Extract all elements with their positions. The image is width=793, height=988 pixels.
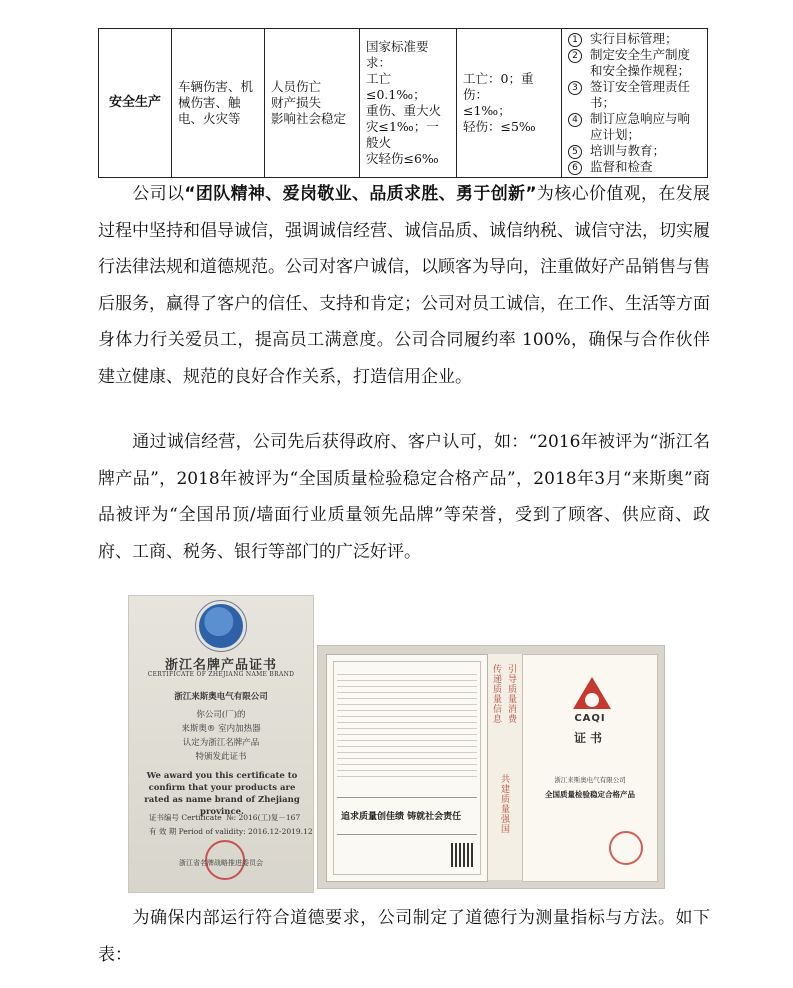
measure-text: 制订应急响应与响应计划； [590,111,691,142]
safety-risk-table [98,28,708,178]
cert-no-value: №: 2016(工)复－167 [226,813,301,822]
p1-body: 为核心价值观，在发展过程中坚持和倡导诚信，强调诚信经营、诚信品质、诚信纳税、诚信守法，切实履行法律法规和道德规范。公司对客户诚信，以顾客为导向，注重做好产品销售与售后服务，赢得了客户的信任、支持和肯定；公司对员工诚信，在工作、生活等方面身体力行关爱员工，提高员工满意度。公司合同履约率 100%，确保与合作伙伴建立健康、规范的良好合作关系，打造信用企业。 [98,184,711,387]
p2-body: 通过诚信经营，公司先后获得政府、客户认可，如：“2016年被评为“浙江名牌产品”，2018年被评为“全国质量检验稳定合格产品”，2018年3月“来斯奥”商品被评为“全国吊顶/墙面行业质量领先品牌”等荣誉，受到了顾客、供应商、政府、工商、税务、银行等部门的广泛好评。 [98,432,710,562]
measure-text: 实行目标管理； [590,31,678,46]
printed-text-block [337,669,477,779]
p1-lead: 公司以 [132,184,185,204]
caqi-label: CAQI [574,713,606,724]
measure-text: 制定安全生产制度和安全操作规程； [590,47,691,78]
measure-number: 3 [568,81,582,95]
zhejiang-brand-logo-icon [199,604,243,648]
cert1-line: 你公司(厂)的 [196,710,246,720]
cert1-line: 来斯奥® 室内加热器 [181,724,261,734]
target-line: 轻伤：≤5‰ [463,119,536,134]
cert1-title: 浙江名牌产品证书 [164,658,277,673]
red-seal-stamp [609,831,643,865]
cert1-subtitle: CERTIFICATE OF ZHEJIANG NAME BRAND [147,671,295,678]
motto-text: 共建质量强国 [499,774,509,834]
cert-no-label: 证书编号 Certificate [149,813,222,822]
measure-item [568,159,701,175]
motto-text: 引导质量消费 [506,664,516,724]
measure-number: 5 [568,145,582,159]
hazards-cell: 车辆伤害、机械伤害、触电、火灾等 [172,29,265,178]
measure-number: 2 [568,49,582,63]
measure-text: 监督和检查 [590,159,653,174]
p3-body: 为确保内部运行符合道德要求，公司制定了道德行为测量指标与方法。如下表： [98,908,710,965]
measure-item [568,143,701,159]
cert2-title: 证书 [573,731,606,745]
caqi-certificate-photo [318,646,664,888]
table-row [99,29,708,178]
impacts-cell [265,29,360,178]
measure-number: 4 [568,113,582,127]
standard-line: 工亡≤0.1‰； [366,71,426,102]
honors-paragraph [98,424,710,570]
certificate-spine [488,654,522,880]
core-values-slogan: “团队精神、爱岗敬业、品质求胜、勇于创新” [184,184,537,204]
certificate-left-page [326,654,488,882]
measures-cell [562,29,708,178]
impact-line: 财产损失 [271,95,322,110]
certificate-right-page [522,654,658,882]
cert2-award: 全国质量检验稳定合格产品 [545,790,635,799]
cert1-english: We award you this certificate to confirm that your products are rated as name brand of Zhejiang province. [144,771,300,817]
calligraphy-text: 追求质量创佳绩 铸就社会责任 [341,812,462,822]
category-cell: 安全生产 [99,29,172,178]
measure-item [568,47,701,79]
cert1-line: 认定为浙江名牌产品 [182,738,260,748]
cert1-validity [149,826,313,837]
caqi-logo-center [585,693,599,707]
cert1-number [149,812,300,823]
validity-label: 有 效 期 Period of validity: [149,827,246,836]
qr-code-icon [451,843,475,867]
standard-cell [360,29,457,178]
measure-number: 1 [568,33,582,47]
measure-item [568,79,701,111]
measure-text: 培训与教育； [590,143,666,158]
target-cell [457,29,562,178]
calligraphy-banner [337,797,477,835]
impact-line: 影响社会稳定 [271,111,347,126]
measure-text: 签订安全管理责任书； [590,79,691,110]
cert2-company: 浙江来斯奥电气有限公司 [554,776,626,784]
target-line: 工亡：0；重伤： [463,71,534,102]
measure-item [568,31,701,47]
standard-line: 灾轻伤≤6‰ [366,151,439,166]
measure-item [568,111,701,143]
motto-text: 传递质量信息 [491,664,501,724]
standard-line: 国家标准要求： [366,39,429,70]
standard-line: 重伤、重大火灾≤1‰；一般火 [366,103,442,150]
zhejiang-name-brand-certificate-photo [129,596,313,892]
cert1-company: 浙江来斯奥电气有限公司 [174,692,268,702]
ethics-measure-paragraph [98,900,710,973]
cert1-line: 特颁发此证书 [195,752,247,762]
cert1-issuer: 浙江省名牌战略推进委员会 [179,859,263,867]
core-values-paragraph [98,176,710,395]
impact-line: 人员伤亡 [271,79,322,94]
validity-value: 2016.12-2019.12 [248,827,313,836]
measure-number: 6 [568,161,582,175]
target-line: ≤1‰； [463,103,511,118]
